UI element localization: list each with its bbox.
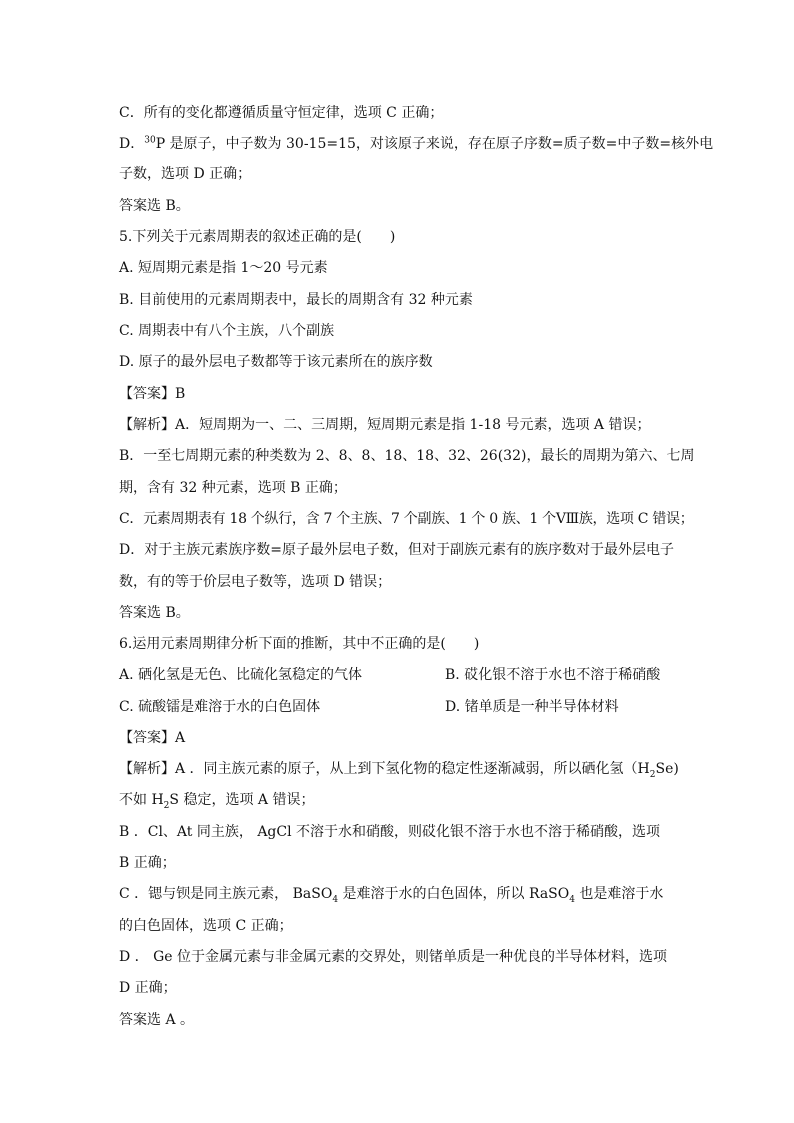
text-segment: C ．锶与钡是同主族元素， BaSO xyxy=(119,886,333,902)
q6-explanation-b-line2: B 正确； xyxy=(119,855,176,871)
q5-explanation-b-line1: B．一至七周期元素的种类数为 2、8、8、18、18、32、26(32)，最长的周期为第六、七周 xyxy=(119,448,695,464)
q6-explanation-d-line1: D ． Ge 位于金属元素与非金属元素的交界处，则锗单质是一种优良的半导体材料，选项 xyxy=(119,949,668,965)
text-segment: 【解析】A ．同主族元素的原子，从上到下氢化物的稳定性逐渐减弱，所以硒化氢（H xyxy=(119,761,650,777)
subscript: 2 xyxy=(163,800,170,811)
q6-option-a: A. 硒化氢是无色、比硫化氢稳定的气体 xyxy=(119,667,363,683)
q5-final-answer: 答案选 B。 xyxy=(119,605,190,621)
text-segment: Se) xyxy=(655,761,679,777)
q5-explanation-c: C．元素周期表有 18 个纵行，含 7 个主族、7 个副族、1 个 0 族、1 个ⅤⅢ族，选项 C 错误； xyxy=(119,511,694,527)
q6-explanation-c-line1 xyxy=(119,884,663,904)
text-segment: D． xyxy=(119,136,145,152)
q5-option-d: D. 原子的最外层电子数都等于该元素所在的族序数 xyxy=(119,354,433,370)
superscript: 30 xyxy=(144,135,156,146)
q5-option-a: A. 短周期元素是指 1～20 号元素 xyxy=(119,260,328,276)
text-segment: 是难溶于水的白色固体，所以 RaSO xyxy=(338,886,570,902)
prev-explanation-d-line2: 子数，选项 D 正确； xyxy=(119,166,252,182)
q6-explanation-a-line1 xyxy=(119,759,679,779)
q6-answer: 【答案】A xyxy=(119,730,186,746)
prev-explanation-d-line1 xyxy=(119,134,713,154)
q6-explanation-b-line1: B ．Cl、At 同主族， AgCl 不溶于水和硝酸，则砹化银不溶于水也不溶于稀硝酸，选项 xyxy=(119,824,661,840)
subscript: 2 xyxy=(649,769,656,780)
q6-option-b: B. 砹化银不溶于水也不溶于稀硝酸 xyxy=(445,667,661,683)
prev-final-answer: 答案选 B。 xyxy=(119,198,190,214)
q6-explanation-a-line2 xyxy=(119,790,314,810)
q6-option-c: C. 硫酸镭是难溶于水的白色固体 xyxy=(119,699,321,715)
q6-explanation-c-line2: 的白色固体，选项 C 正确； xyxy=(119,918,293,934)
text-segment: 不如 H xyxy=(119,792,164,808)
q5-explanation-d-line1: D．对于主族元素族序数=原子最外层电子数，但对于副族元素有的族序数对于最外层电子 xyxy=(119,542,674,558)
q5-explanation-a: 【解析】A．短周期为一、二、三周期，短周期元素是指 1-18 号元素，选项 A 错误； xyxy=(119,417,651,433)
q6-option-d: D. 锗单质是一种半导体材料 xyxy=(445,699,619,715)
q6-explanation-d-line2: D 正确； xyxy=(119,980,177,996)
text-segment: 也是难溶于水 xyxy=(574,886,664,902)
q5-explanation-d-line2: 数，有的等于价层电子数等，选项 D 错误； xyxy=(119,574,392,590)
text-segment: P 是原子，中子数为 30-15=15，对该原子来说，存在原子序数=质子数=中子数=核外电 xyxy=(155,136,714,152)
q6-stem: 6.运用元素周期律分析下面的推断，其中不正确的是( ) xyxy=(119,636,480,652)
q5-answer: 【答案】B xyxy=(119,386,186,402)
text-segment: S 稳定，选项 A 错误； xyxy=(169,792,315,808)
q6-final-answer: 答案选 A 。 xyxy=(119,1012,195,1028)
prev-explanation-c: C．所有的变化都遵循质量守恒定律，选项 C 正确； xyxy=(119,105,444,121)
q5-explanation-b-line2: 期，含有 32 种元素，选项 B 正确； xyxy=(119,480,347,496)
q5-stem: 5.下列关于元素周期表的叙述正确的是( ) xyxy=(119,229,396,245)
q5-option-c: C. 周期表中有八个主族，八个副族 xyxy=(119,323,335,339)
q5-option-b: B. 目前使用的元素周期表中，最长的周期含有 32 种元素 xyxy=(119,292,473,308)
subscript: 4 xyxy=(332,894,339,905)
subscript: 4 xyxy=(569,894,575,905)
